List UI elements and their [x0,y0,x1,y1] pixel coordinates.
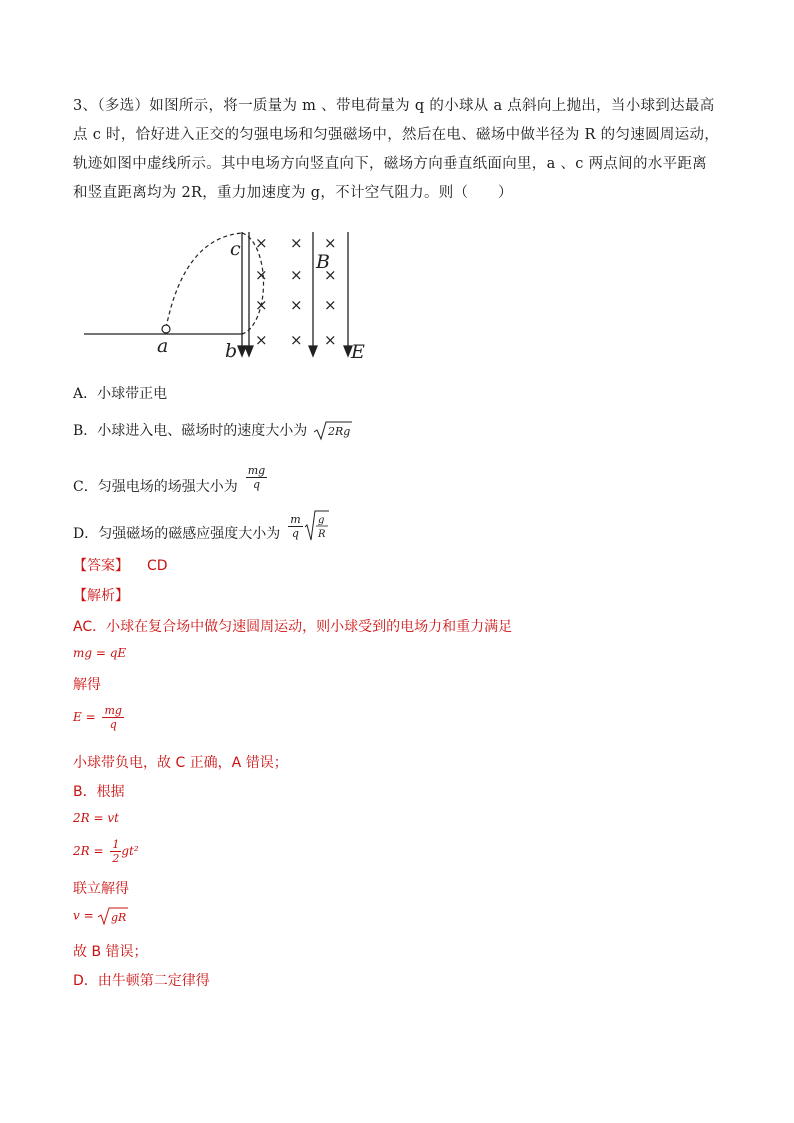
question-line-2: 点 c 时，恰好进入正交的匀强电场和匀强磁场中，然后在电、磁场中做半径为 R 的匀速圆周运动， [73,127,720,143]
svg-text:×: × [255,296,268,314]
option-d-text: D．匀强磁场的磁感应强度大小为 [73,526,281,542]
analysis-line-b: B．根据 [73,784,125,800]
option-d-sqrt [304,509,330,543]
label-a: a [157,335,169,357]
equation-3: 2R = vt [73,811,119,825]
question-line-4: 和竖直距离均为 2R，重力加速度为 g，不计空气阻力。则（ ） [73,185,513,201]
svg-text:×: × [290,296,303,314]
option-c [73,460,267,500]
svg-text:g: g [317,515,325,526]
svg-text:×: × [290,331,303,349]
option-c-text: C．匀强电场的场强大小为 [73,479,238,495]
svg-text:2Rg: 2Rg [328,425,351,438]
svg-text:×: × [290,234,303,252]
option-d-fraction: $\frac{m}{q}$ [290,512,301,540]
analysis-line-ac: AC．小球在复合场中做匀速圆周运动，则小球受到的电场力和重力满足 [73,619,513,635]
analysis-line-b-conclusion: 故 B 错误； [73,944,148,960]
option-d [73,508,330,548]
svg-text:×: × [324,331,337,349]
point-a-marker [162,325,170,333]
answer-value: CD [147,558,168,574]
answer-line [73,555,168,575]
svg-text:×: × [324,234,337,252]
analysis-line-d: D．由牛顿第二定律得 [73,973,210,989]
equation-5: v = gR [73,908,127,924]
physics-figure [84,228,384,366]
svg-text:R: R [317,529,326,540]
svg-text:×: × [324,266,337,284]
svg-text:×: × [324,296,337,314]
option-c-fraction: $\frac{mg}{q}$ [247,463,266,491]
svg-text:×: × [255,266,268,284]
svg-text:gR: gR [111,911,127,924]
label-c: c [230,238,241,260]
analysis-line-conclusion: 小球带负电，故 C 正确，A 错误； [73,755,288,771]
svg-text:×: × [255,234,268,252]
analysis-solve-1: 解得 [73,677,101,693]
answer-label: 【答案】 [73,558,129,574]
analysis-label: 【解析】 [73,588,129,604]
question-line-3: 轨迹如图中虚线所示。其中电场方向竖直向下，磁场方向垂直纸面向里，a 、c 两点间的水平距离 [73,156,707,172]
analysis-solve-2: 联立解得 [73,881,129,897]
label-E: E [351,341,365,363]
svg-text:×: × [290,266,303,284]
equation-2: E = $\frac{mg}{q}$ [73,704,122,731]
svg-text:×: × [255,331,268,349]
option-a-text: A．小球带正电 [73,386,168,402]
equation-1: mg = qE [73,646,127,660]
question-stem [73,92,723,208]
label-B: B [316,251,330,273]
option-b-sqrt [313,420,353,442]
option-b-text: B．小球进入电、磁场时的速度大小为 [73,423,308,439]
option-b [73,418,353,444]
question-line-1: 3、（多选）如图所示，将一质量为 m 、带电荷量为 q 的小球从 a 点斜向上抛出，当小球到达最高 [73,98,715,114]
option-a [73,381,167,407]
label-b: b [225,340,238,362]
equation-4: 2R = $\frac{1}{2}$ gt² [73,838,139,865]
